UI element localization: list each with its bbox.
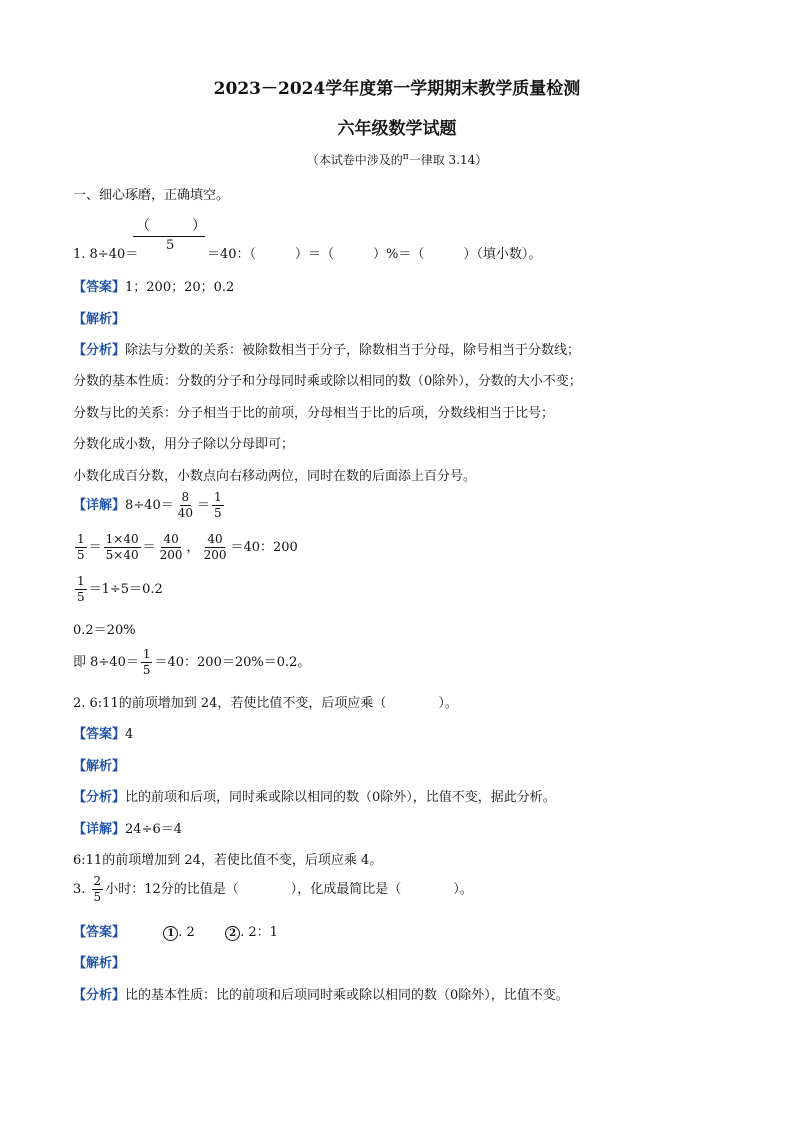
q1-answer [73,276,234,295]
fraction [104,532,141,563]
equals: ＝ [142,540,156,555]
q3-answer-1: . 2 [178,925,195,940]
q1-detail-1 [73,490,226,521]
q1-fenxi-5: 小数化成百分数，小数点向右移动两位，同时在数的后面添上百分号。 [73,469,477,484]
fraction [75,574,87,605]
fenxi-tag: 【分析】 [73,988,126,1003]
q2-answer-value: 4 [125,727,134,742]
q1-suffix: ＝40：（ ）＝（ ）%＝（ ）（填小数）。 [207,247,542,262]
frac-num: 1×40 [105,532,139,546]
answer-tag: 【答案】 [73,925,126,940]
q1-detail-2 [73,532,298,563]
frac-den: 5×40 [105,548,139,562]
xiangjie-tag: 【详解】 [73,822,126,837]
note-suffix: 一律取 3.14） [408,153,488,167]
q3-question-text: 小时：12分的比值是（ ），化成最简比是（ ）。 [105,882,473,897]
xiangjie-tag: 【详解】 [73,498,126,513]
q2-question: 2. 6:11的前项增加到 24，若使比值不变，后项应乘（ ）。 [73,696,458,711]
q1-detail-5 [73,647,310,678]
q3-answer [73,921,278,941]
fraction [92,874,104,905]
fraction [75,532,87,563]
q1-fenxi-2: 分数的基本性质：分数的分子和分母同时乘或除以相同的数（0除外），分数的大小不变； [73,374,582,389]
equals: ＝ [197,498,211,513]
q1-fenxi-text-1: 除法与分数的关系：被除数相当于分子，除数相当于分母，除号相当于分数线； [125,343,581,358]
detail-text: 8÷40＝ [125,498,174,513]
frac-num: 1 [214,490,222,504]
q2-jiexi-tag: 【解析】 [73,759,126,774]
fraction [158,532,185,563]
fenxi-tag: 【分析】 [73,343,126,358]
frac-den: 5 [77,548,85,562]
fenxi-tag: 【分析】 [73,790,126,805]
q1-fraction-denominator: 5 [166,238,175,253]
detail-text: ＝40：200 [230,540,298,555]
frac-den: 40 [177,506,194,520]
detail-text: 即 8÷40＝ [73,655,139,670]
frac-den: 5 [214,506,222,520]
fraction [141,647,153,678]
fraction [212,490,224,521]
frac-num: 40 [163,532,179,546]
q2-fenxi [73,786,556,805]
frac-num: 8 [181,490,190,504]
answer-tag: 【答案】 [73,727,126,742]
detail-text: ＝1÷5＝0.2 [88,582,163,597]
equals: ＝ [88,540,102,555]
fraction [176,490,195,521]
q1-detail-3 [73,574,163,605]
q3-answer-2: . 2：1 [240,925,278,940]
q3-number: 3. [73,882,86,897]
frac-num: 1 [77,532,85,546]
answer-tag: 【答案】 [73,280,126,295]
q2-detail-text: 24÷6＝4 [125,822,182,837]
header-note [0,151,794,168]
fraction [202,532,229,563]
q3-jiexi-tag: 【解析】 [73,956,126,971]
q1-fraction-numerator: （ ） [136,218,206,234]
q1-fenxi-4: 分数化成小数，用分子除以分母即可； [73,437,295,452]
q3-fenxi [73,984,569,1003]
frac-num: 1 [77,574,85,588]
pi-symbol: π [402,152,409,162]
q2-fenxi-text: 比的前项和后项，同时乘或除以相同的数（0除外），比值不变，据此分析。 [125,790,556,805]
frac-den: 5 [77,590,85,604]
q1-answer-value: 1；200；20；0.2 [125,280,235,295]
q1-detail-4: 0.2＝20% [73,623,136,638]
page-subtitle: 六年级数学试题 [337,119,457,139]
q1-jiexi-tag: 【解析】 [73,312,126,327]
section-heading: 一、细心琢磨，正确填空。 [73,188,230,203]
q2-detail-2: 6:11的前项增加到 24，若使比值不变，后项应乘 4。 [73,853,383,868]
page-title: 2023－2024学年度第一学期期末教学质量检测 [213,79,581,99]
comma: ， [186,540,200,555]
frac-den: 200 [203,548,227,562]
frac-num: 40 [207,532,223,546]
q3-question [73,874,473,905]
frac-den: 5 [142,663,151,677]
note-prefix: （本试卷中涉及的 [306,153,403,167]
frac-num: 1 [142,647,151,661]
circled-number-2: 2 [225,926,240,941]
frac-den: 200 [159,548,183,562]
q1-fenxi-3: 分数与比的关系：分子相当于比的前项，分母相当于比的后项，分数线相当于比号； [73,406,555,421]
q1-fenxi-1 [73,339,580,358]
detail-text: ＝40：200＝20%＝0.2。 [154,655,311,670]
frac-num: 2 [93,874,102,888]
q1-fraction-bar [133,236,205,237]
circled-number-1: 1 [163,926,178,941]
q1-prefix: 1. 8÷40＝ [73,247,139,262]
frac-den: 5 [93,890,102,904]
q3-fenxi-text: 比的基本性质：比的前项和后项同时乘或除以相同的数（0除外），比值不变。 [125,988,569,1003]
q2-detail-1 [73,818,182,837]
q2-answer [73,723,133,742]
